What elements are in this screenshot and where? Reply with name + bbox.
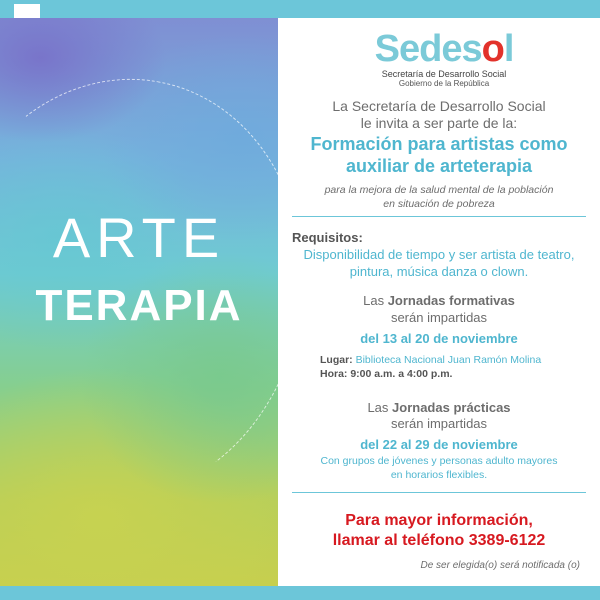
program-purpose-1: para la mejora de la salud mental de la población	[324, 184, 554, 196]
contact-line-1: Para mayor información,	[345, 512, 533, 529]
poster-word-terapia: TERAPIA	[35, 281, 243, 330]
formativas-dates: del 13 al 20 de noviembre	[360, 331, 518, 346]
practicas-note-2: en horarios flexibles.	[390, 469, 488, 481]
info-panel	[278, 18, 600, 586]
divider	[292, 492, 586, 493]
requirements-line-2: pintura, música danza o clown.	[349, 264, 529, 279]
divider	[292, 216, 586, 217]
program-title-2: auxiliar de arteterapia	[345, 156, 533, 176]
intro-line-1: La Secretaría de Desarrollo Social	[332, 98, 546, 114]
requirements-heading: Requisitos:	[292, 230, 363, 245]
requirements-line-1: Disponibilidad de tiempo y ser artista de teatro,	[303, 247, 575, 262]
footer-note: De ser elegida(o) será notificada (o)	[420, 560, 580, 571]
top-bar	[0, 0, 600, 18]
watercolor-panel	[0, 18, 278, 586]
practicas-heading: Las Jornadas prácticas	[367, 400, 511, 415]
program-title-1: Formación para artistas como	[310, 134, 568, 154]
practicas-line-2: serán impartidas	[390, 416, 488, 431]
poster-word-arte: ARTE	[52, 206, 226, 269]
practicas-dates: del 22 al 29 de noviembre	[360, 437, 518, 452]
practicas-note-1: Con grupos de jóvenes y personas adulto mayores	[320, 455, 558, 467]
bottom-bar	[0, 586, 600, 600]
program-purpose-2: en situación de pobreza	[383, 198, 495, 210]
formativas-heading: Las Jornadas formativas	[363, 293, 515, 308]
logo-subtitle: Secretaría de Desarrollo Social	[381, 69, 507, 79]
sedesol-logo	[364, 30, 524, 90]
formativas-line-2: serán impartidas	[390, 310, 488, 325]
formativas-hora: Hora: 9:00 a.m. a 4:00 p.m.	[320, 368, 453, 380]
formativas-lugar: Lugar: Biblioteca Nacional Juan Ramón Molina	[320, 354, 542, 366]
logo-subtitle-2: Gobierno de la República	[398, 79, 490, 88]
intro-line-2: le invita a ser parte de la:	[360, 115, 518, 131]
logo-wordmark: Sedesol	[374, 28, 514, 70]
contact-phone: llamar al teléfono 3389-6122	[332, 532, 546, 549]
